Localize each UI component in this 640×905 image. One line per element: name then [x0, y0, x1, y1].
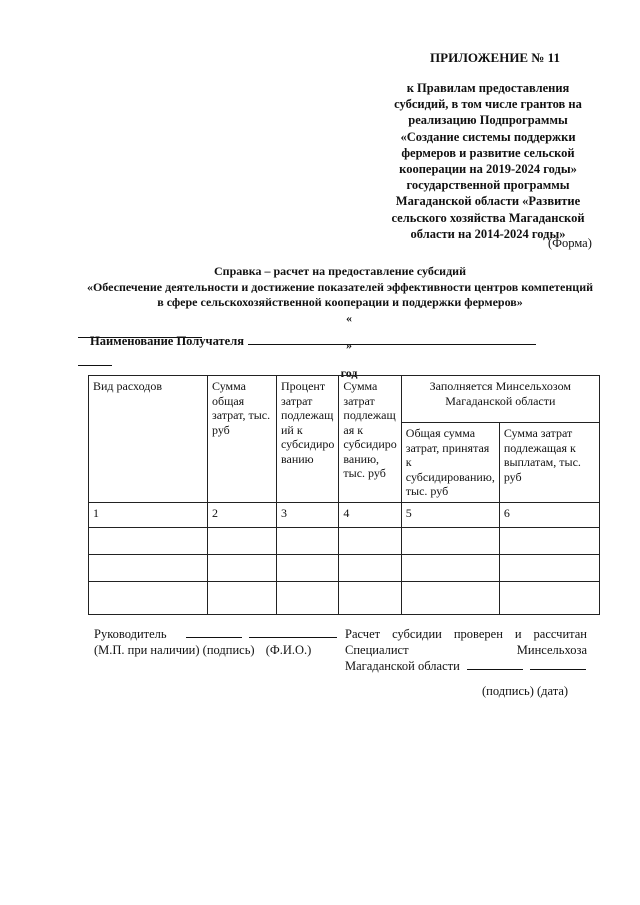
appendix-line: Магаданской области «Развитие — [395, 194, 581, 209]
appendix-line: субсидий, в том числе грантов на — [394, 97, 582, 112]
appendix-line: «Создание системы поддержки — [400, 129, 576, 144]
head-name-field[interactable] — [249, 626, 337, 638]
ministry-label: Минсельхоза — [516, 643, 587, 657]
column-number: 2 — [208, 502, 277, 527]
table-row — [89, 554, 600, 581]
specialist-date-field[interactable] — [530, 658, 586, 670]
appendix-line: реализацию Подпрограммы — [408, 113, 568, 128]
table-cell[interactable] — [208, 554, 277, 581]
fio-caption: (Ф.И.О.) — [265, 643, 312, 657]
appendix-line: сельского хозяйства Магаданской — [391, 210, 585, 225]
head-row — [94, 626, 337, 642]
table-cell[interactable] — [401, 554, 499, 581]
table-cell[interactable] — [89, 554, 208, 581]
specialist-label: Специалист — [345, 643, 409, 657]
table-cell[interactable] — [277, 527, 339, 554]
head-signature-block — [94, 626, 337, 658]
title-line-3: в сфере сельскохозяйственной кооперации и поддержки фермеров» — [157, 295, 523, 309]
header-payout-amount: Сумма затрат подлежащая к выплатам, тыс. руб — [499, 423, 599, 503]
recipient-field[interactable] — [248, 332, 536, 345]
column-number: 6 — [499, 502, 599, 527]
table-cell[interactable] — [89, 527, 208, 554]
region-row — [345, 658, 587, 674]
appendix-title: ПРИЛОЖЕНИЕ № 11 — [430, 50, 560, 65]
table-cell[interactable] — [339, 527, 401, 554]
date-year-field[interactable] — [78, 354, 112, 366]
appendix-line: к Правилам предоставления — [406, 81, 570, 95]
region-label: Магаданской области — [345, 659, 460, 673]
header-accepted-costs: Общая сумма затрат, принятая к субсидированию, тыс. руб — [401, 423, 499, 503]
column-numbers-row — [89, 502, 600, 527]
head-caption-row — [94, 642, 337, 658]
table-row — [89, 581, 600, 614]
head-label: Руководитель — [94, 627, 167, 641]
column-number: 5 — [401, 502, 499, 527]
form-label: (Форма) — [548, 236, 592, 250]
table-cell[interactable] — [339, 554, 401, 581]
table-cell[interactable] — [208, 527, 277, 554]
recipient-row — [90, 332, 536, 349]
column-number: 3 — [277, 502, 339, 527]
date-open-quote: « — [346, 310, 352, 325]
header-ministry-group: Заполняется Минсельхозом Магаданской области — [401, 376, 599, 423]
table-cell[interactable] — [208, 581, 277, 614]
title-line-2: «Обеспечение деятельности и достижение показателей эффективности центров компетенций — [86, 279, 594, 294]
appendix-line: кооперации на 2019-2024 годы» — [399, 162, 577, 177]
header-subsidy-percent: Процент затрат подлежащ ий к субсидиро ванию — [277, 376, 339, 503]
table-cell[interactable] — [277, 554, 339, 581]
header-subsidy-amount: Сумма затрат подлежащ ая к субсидиро ванию, тыс. руб — [339, 376, 401, 503]
header-expense-type: Вид расходов — [89, 376, 208, 503]
specialist-row — [345, 642, 587, 658]
table-row — [89, 527, 600, 554]
checked-statement: Расчет субсидии проверен и рассчитан — [345, 627, 587, 641]
signature-date-caption: (подпись) (дата) — [482, 684, 569, 698]
document-title — [60, 264, 620, 381]
calculation-table — [88, 375, 600, 615]
recipient-label: Наименование Получателя — [90, 334, 244, 348]
specialist-signature-field[interactable] — [467, 658, 523, 670]
date-year-suffix: год — [340, 365, 358, 380]
column-number: 4 — [339, 502, 401, 527]
header-total-costs: Сумма общая затрат, тыс. руб — [208, 376, 277, 503]
appendix-line: области на 2014-2024 годы» — [410, 226, 566, 241]
column-number: 1 — [89, 502, 208, 527]
table-cell[interactable] — [339, 581, 401, 614]
table-cell[interactable] — [89, 581, 208, 614]
appendix-description — [372, 80, 604, 242]
table-cell[interactable] — [499, 527, 599, 554]
appendix-line: государственной программы — [406, 178, 570, 193]
table-cell[interactable] — [401, 581, 499, 614]
table-cell[interactable] — [401, 527, 499, 554]
specialist-signature-block — [345, 626, 587, 674]
table-cell[interactable] — [499, 554, 599, 581]
date-close-quote: » — [346, 338, 352, 352]
table-cell[interactable] — [277, 581, 339, 614]
head-signature-field[interactable] — [186, 626, 242, 638]
table-cell[interactable] — [499, 581, 599, 614]
title-line-1: Справка – расчет на предоставление субсидий — [213, 264, 466, 278]
appendix-line: фермеров и развитие сельской — [401, 145, 575, 160]
mp-signature-caption: (М.П. при наличии) (подпись) — [94, 643, 255, 657]
